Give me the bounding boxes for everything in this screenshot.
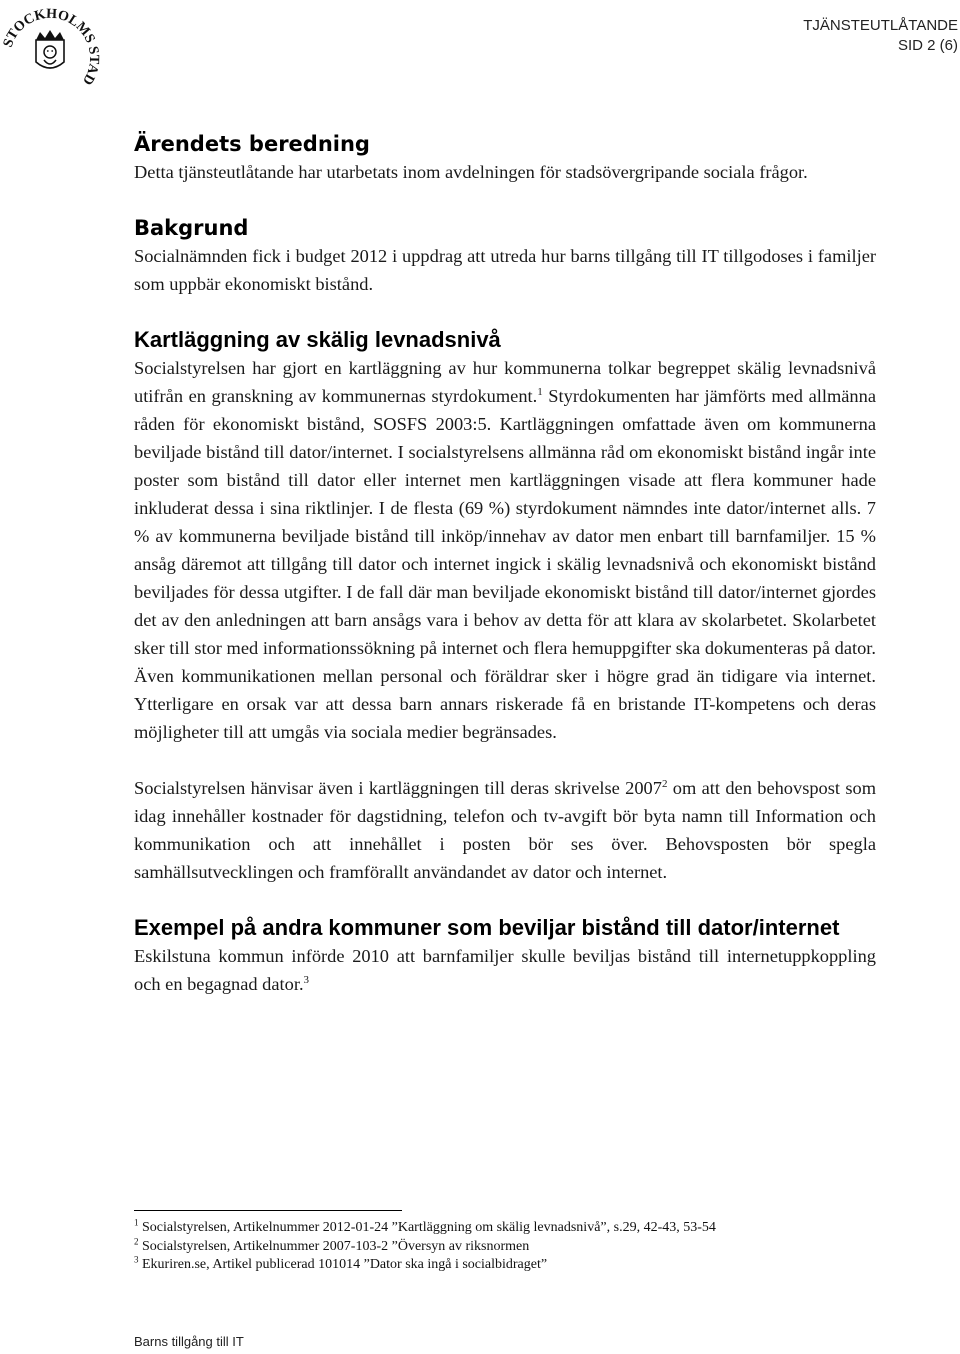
section-exempel <box>134 914 876 998</box>
section-paragraph: Detta tjänsteutlåtande har utarbetats inom avdelningen för stadsövergripande sociala frågor. <box>134 162 808 182</box>
section-heading: Kartläggning av skälig levnadsnivå <box>134 327 501 352</box>
paragraph-text: om att den behovspost som idag innehåller kostnader för dagstidning, telefon och tv-avgift bör byta namn till Information och kommunikation och att innehållet i posten bör ses över. Behovsposten bör spegla samhällsutvecklingen och framförallt användandet av dator och internet. <box>134 778 877 882</box>
footnote-number: 2 <box>134 1235 139 1246</box>
page-footer: Barns tillgång till IT <box>134 1334 244 1349</box>
section-arendets-beredning <box>134 130 876 186</box>
section-kartlaggning <box>134 326 876 886</box>
section-paragraph <box>134 354 876 746</box>
page-header <box>803 16 958 56</box>
footnote-ref[interactable]: 3 <box>303 973 310 986</box>
paragraph-text: Eskilstuna kommun införde 2010 att barnfamiljer skulle beviljas bistånd till internetuppkoppling och en begagnad dator. <box>134 946 876 994</box>
section-heading: Exempel på andra kommuner som beviljar bistånd till dator/internet <box>134 915 840 940</box>
section-heading: Bakgrund <box>134 216 249 240</box>
footnote-ref[interactable]: 1 <box>537 385 543 398</box>
footnote-item <box>134 1219 874 1238</box>
section-heading: Ärendets beredning <box>134 132 370 156</box>
logo-ring-text: STOCKHOLMS STAD <box>0 6 100 88</box>
footnote-item <box>134 1256 874 1275</box>
stockholm-crest-icon <box>0 0 100 100</box>
document-type: TJÄNSTEUTLÅTANDE <box>803 17 958 34</box>
section-paragraph <box>134 774 876 886</box>
paragraph-text: Styrdokumenten har jämförts med allmänna råden för ekonomiskt bistånd, SOSFS 2003:5. Kartläggningen omfattade även om kommunerna beviljade bistånd till dator/internet. I socialstyrelsens allmänna råd om ekonomiskt bistånd ingår inte poster som bistånd till dator eller internet men kartläggningen visade att flera kommuner hade inkluderat dessa i sina riktlinjer. I de flesta (69 %) styrdokument nämndes inte dator/internet alls. 7 % av kommunerna beviljade bistånd till inköp/innehav av dator men enbart till barnfamiljer. 15 % ansåg däremot att tillgång till dator och internet ingick i skälig levnadsnivå och ekonomiskt bistånd beviljades för dessa utgifter. I de fall där man beviljade ekonomiskt bistånd till dator/internet gjordes det av den anledningen att barn ansågs vara i behov av detta för att klara av skolarbetet. Skolarbetet sker till stor med informationssökning på internet och flera hemuppgifter ska dokumenteras på dator. Även kommunikationen mellan personal och föräldrar sker i högre grad än tidigare via internet. Ytterligare en orsak var att dessa barn annars riskerade få en bristande IT-kompetens och deras möjligheter till att umgås via sociala medier begränsades. <box>134 386 876 742</box>
stockholm-stad-logo <box>0 0 100 100</box>
footnote-divider <box>134 1210 402 1211</box>
section-paragraph: Socialnämnden fick i budget 2012 i uppdrag att utreda hur barns tillgång till IT tillgodoses i familjer som uppbär ekonomiskt bistånd. <box>134 246 876 294</box>
footnote-text: Socialstyrelsen, Artikelnummer 2012-01-24 ”Kartläggning om skälig levnadsnivå”, s.29, 42-43, 53-54 <box>142 1220 716 1235</box>
page-number: SID 2 (6) <box>897 37 958 54</box>
footnote-ref[interactable]: 2 <box>661 777 668 790</box>
footnote-number: 3 <box>134 1254 139 1265</box>
footnotes <box>134 1219 874 1275</box>
paragraph-text: Socialstyrelsen hänvisar även i kartläggningen till deras skrivelse 2007 <box>134 778 662 798</box>
document-body <box>134 130 876 1026</box>
footnote-item <box>134 1235 874 1257</box>
footnote-text: Socialstyrelsen, Artikelnummer 2007-103-2 ”Översyn av riksnormen <box>142 1238 530 1254</box>
footnote-text: Ekuriren.se, Artikel publicerad 101014 ”Dator ska ingå i socialbidraget” <box>142 1257 548 1272</box>
paragraph-text: Socialstyrelsen har gjort en kartläggning av hur kommunerna tolkar begreppet skälig levnadsnivå utifrån en granskning av kommunernas styrdokument. <box>134 358 876 406</box>
section-paragraph <box>134 942 876 998</box>
footnote-number: 1 <box>134 1217 139 1228</box>
section-bakgrund <box>134 214 876 298</box>
